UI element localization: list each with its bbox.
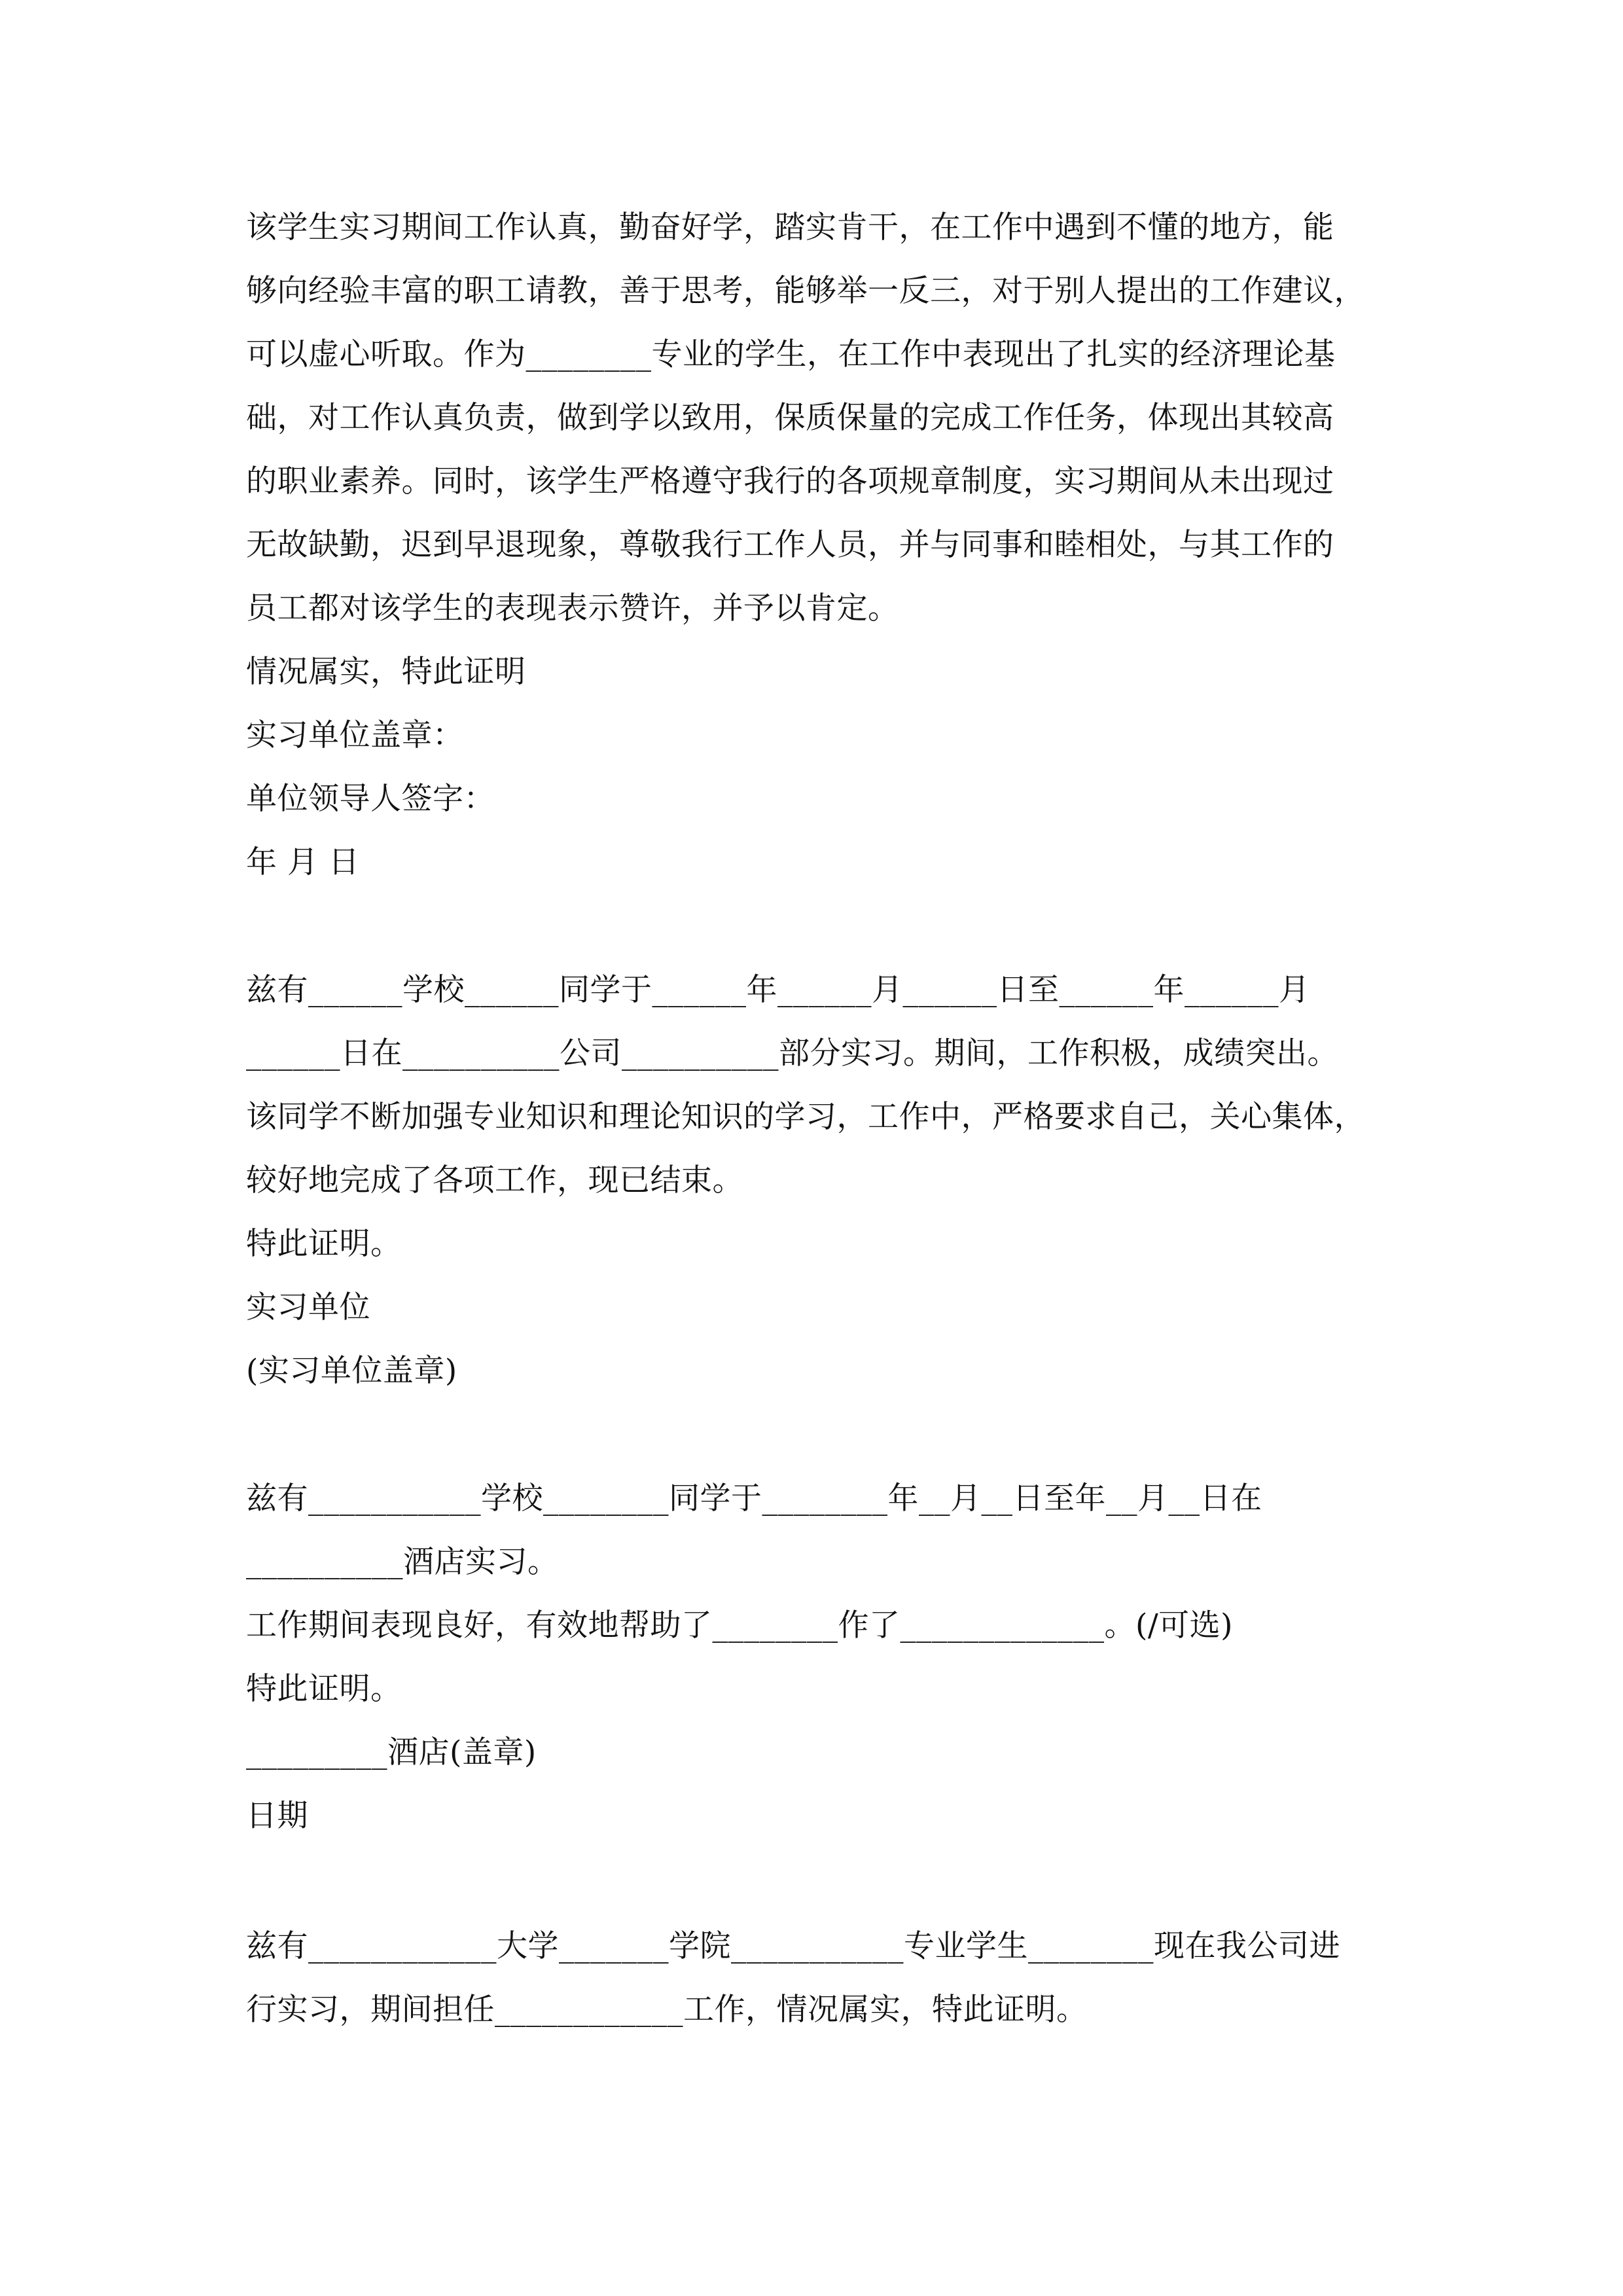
- s3-performance-line: 工作期间表现良好，有效地帮助了________作了_____________。(/可选): [246, 1607, 1234, 1643]
- s1-para-line-4: 础，对工作认真负责，做到学以致用，保质保量的完成工作任务，体现出其较高: [246, 400, 1334, 436]
- s4-para-line-1: 兹有____________大学_______学院___________专业学生________现在我公司进: [246, 1928, 1340, 1964]
- s1-para-line-1: 该学生实习期间工作认真，勤奋好学，踏实肯干，在工作中遇到不懂的地方，能: [246, 209, 1334, 245]
- s1-seal-label: 实习单位盖章：: [246, 717, 464, 753]
- s2-para-line-1: 兹有______学校______同学于______年______月______日至______年______月: [246, 972, 1310, 1008]
- s3-para-line-1: 兹有___________学校________同学于________年__月__日至年__月__日在: [246, 1480, 1262, 1516]
- s4-para-line-2: 行实习，期间担任____________工作，情况属实，特此证明。: [246, 1992, 1088, 2028]
- s2-closing: 特此证明。: [246, 1226, 402, 1262]
- s1-para-line-2: 够向经验丰富的职工请教，善于思考，能够举一反三，对于别人提出的工作建议，: [246, 273, 1365, 309]
- s3-hotel-seal-label: _________酒店(盖章): [246, 1734, 537, 1770]
- s2-unit-label: 实习单位: [246, 1289, 370, 1325]
- s1-para-line-5: 的职业素养。同时，该学生严格遵守我行的各项规章制度，实习期间从未出现过: [246, 463, 1334, 499]
- s2-para-line-2: ______日在__________公司__________部分实习。期间，工作积极，成绩突出。: [246, 1035, 1338, 1071]
- s3-date-label: 日期: [246, 1798, 308, 1834]
- s2-seal-label: (实习单位盖章): [246, 1353, 457, 1389]
- s1-closing: 情况属实，特此证明: [246, 654, 526, 690]
- s3-para-line-2: __________酒店实习。: [246, 1544, 559, 1580]
- s2-para-line-3: 该同学不断加强专业知识和理论知识的学习，工作中，严格要求自己，关心集体，: [246, 1099, 1365, 1135]
- s1-signature-label: 单位领导人签字：: [246, 781, 495, 817]
- s3-closing: 特此证明。: [246, 1671, 402, 1707]
- s1-date-label: 年 月 日: [246, 844, 360, 880]
- s1-para-line-7: 员工都对该学生的表现表示赞许，并予以肯定。: [246, 590, 899, 626]
- s1-para-line-6: 无故缺勤，迟到早退现象，尊敬我行工作人员，并与同事和睦相处，与其工作的: [246, 527, 1334, 563]
- s2-para-line-4: 较好地完成了各项工作，现已结束。: [246, 1162, 743, 1198]
- s1-para-line-3: 可以虚心听取。作为________专业的学生，在工作中表现出了扎实的经济理论基: [246, 336, 1336, 372]
